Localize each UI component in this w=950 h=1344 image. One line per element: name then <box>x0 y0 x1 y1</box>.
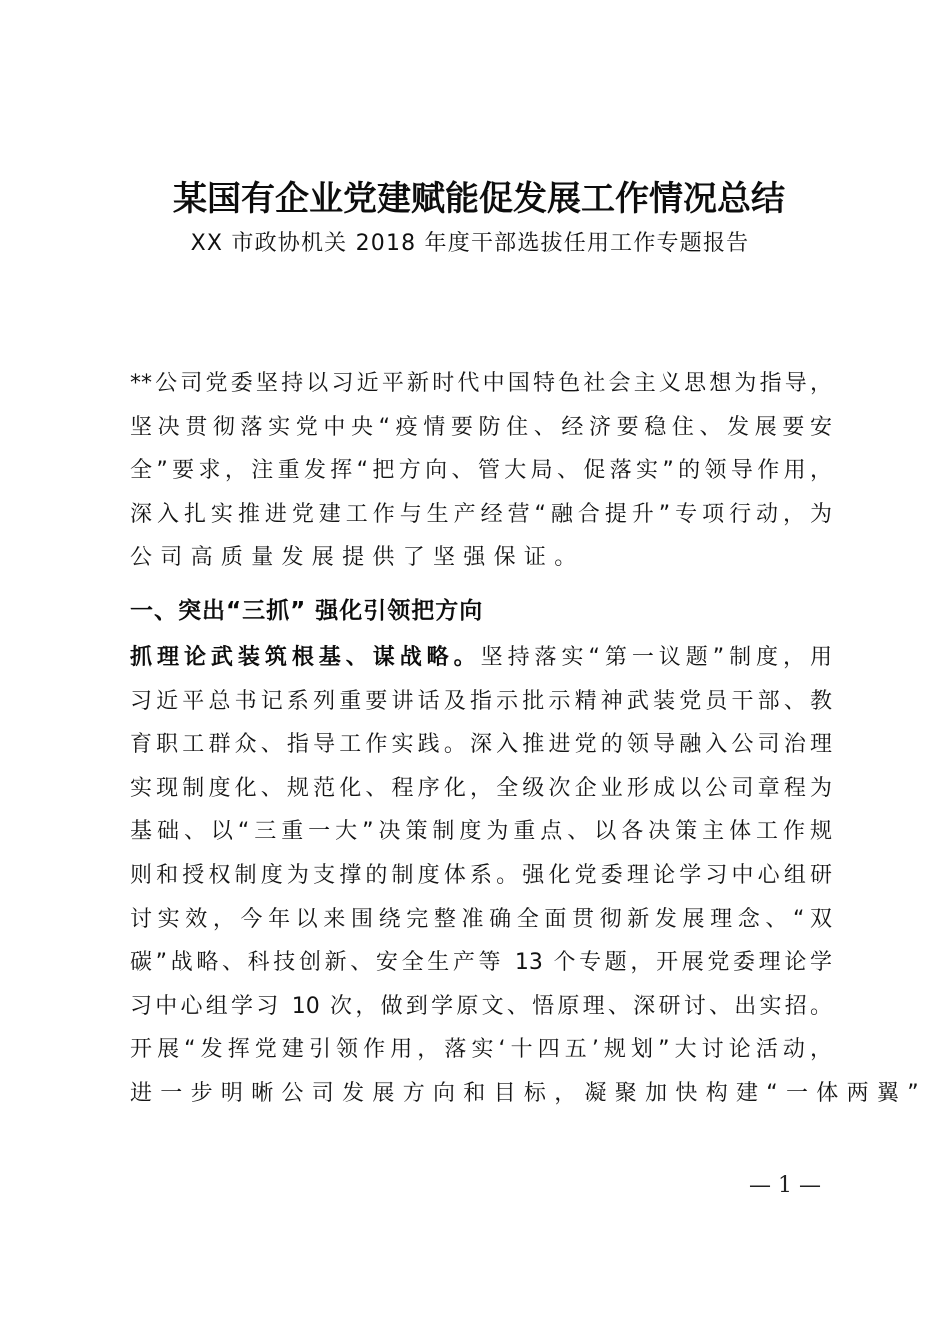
paragraph-line: 深入扎实推进党建工作与生产经营“融合提升”专项行动，为 <box>130 501 832 527</box>
paragraph-line: 育职工群众、指导工作实践。深入推进党的领导融入公司治理 <box>130 732 832 758</box>
paragraph-line: 全”要求，注重发挥“把方向、管大局、促落实”的领导作用， <box>130 458 832 484</box>
paragraph-line: **公司党委坚持以习近平新时代中国特色社会主义思想为指导， <box>130 371 832 396</box>
paragraph-line: 基础、以“三重一大”决策制度为重点、以各决策主体工作规 <box>130 819 832 845</box>
paragraph-first-line <box>130 636 832 680</box>
paragraph-theory <box>130 636 927 1116</box>
document-title: 某国有企业党建赋能促发展工作情况总结 <box>173 179 785 219</box>
paragraph-line: 讨实效，今年以来围绕完整准确全面贯彻新发展理念、“双 <box>130 906 832 932</box>
paragraph-line: 开展“发挥党建引领作用，落实‘十四五’规划”大讨论活动， <box>130 1037 832 1063</box>
paragraph-line: 习近平总书记系列重要讲话及指示批示精神武装党员干部、教 <box>130 688 832 714</box>
paragraph-line: 碳”战略、科技创新、安全生产等 13 个专题，开展党委理论学 <box>130 950 832 976</box>
paragraph-first-line-rest: 坚持落实“第一议题”制度，用 <box>480 645 832 670</box>
paragraph-intro <box>130 362 832 580</box>
paragraph-line: 则和授权制度为支撑的制度体系。强化党委理论学习中心组研 <box>130 862 832 888</box>
paragraph-line: 实现制度化、规范化、程序化，全级次企业形成以公司章程为 <box>130 775 832 801</box>
section-heading: 一、突出“三抓” 强化引领把方向 <box>130 598 484 624</box>
paragraph-line: 进一步明晰公司发展方向和目标，凝聚加快构建“一体两翼” <box>130 1080 927 1106</box>
document-subtitle: XX 市政协机关 2018 年度干部选拔任用工作专题报告 <box>190 231 750 256</box>
paragraph-lead: 抓理论武装筑根基、谋战略。 <box>130 645 481 670</box>
paragraph-line: 习中心组学习 10 次，做到学原文、悟原理、深研讨、出实招。 <box>130 993 832 1019</box>
page-number: — 1 — <box>749 1173 821 1198</box>
paragraph-line: 坚决贯彻落实党中央“疫情要防住、经济要稳住、发展要安 <box>130 414 832 440</box>
paragraph-line: 公司高质量发展提供了坚强保证。 <box>130 545 585 571</box>
